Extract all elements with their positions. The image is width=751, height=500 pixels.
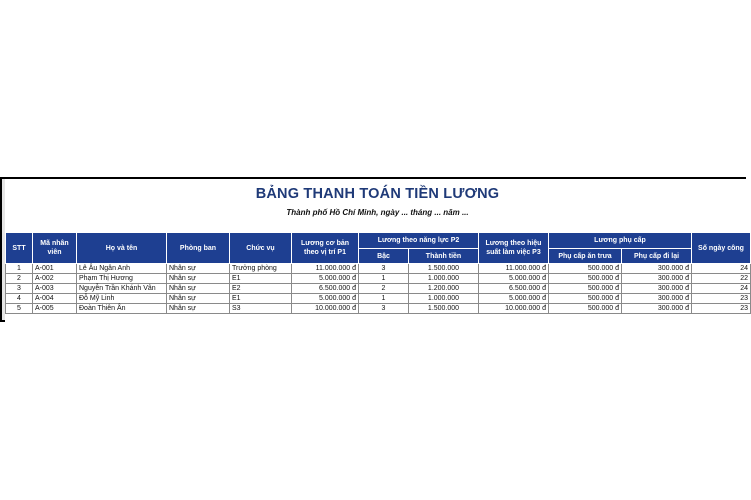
header-luong-p1: Lương cơ bản theo vị trí P1	[292, 233, 359, 264]
cell-stt[interactable]: 4	[6, 294, 33, 304]
cell-pc-an-trua[interactable]: 500.000 đ	[549, 294, 622, 304]
payroll-sheet	[5, 179, 750, 324]
cell-luong-p1[interactable]: 10.000.000 đ	[292, 304, 359, 314]
header-ma-nhan-vien: Mã nhân viên	[33, 233, 77, 264]
cell-stt[interactable]: 1	[6, 264, 33, 274]
cell-bac[interactable]: 3	[359, 304, 409, 314]
cell-luong-p1[interactable]: 6.500.000 đ	[292, 284, 359, 294]
cell-thanh-tien[interactable]: 1.000.000	[409, 274, 479, 284]
header-luong-p2: Lương theo năng lực P2	[359, 233, 479, 249]
cell-pc-di-lai[interactable]: 300.000 đ	[622, 274, 692, 284]
header-luong-p3: Lương theo hiệu suất làm việc P3	[479, 233, 549, 264]
cell-so-ngay-cong[interactable]: 23	[692, 294, 751, 304]
cell-chuc-vu[interactable]: S3	[230, 304, 292, 314]
header-pc-an-trua: Phụ cấp ăn trưa	[549, 249, 622, 264]
spreadsheet-frame	[0, 177, 746, 322]
cell-phong-ban[interactable]: Nhân sự	[167, 264, 230, 274]
cell-stt[interactable]: 5	[6, 304, 33, 314]
table-row	[6, 274, 751, 284]
table-row	[6, 304, 751, 314]
cell-bac[interactable]: 1	[359, 294, 409, 304]
cell-ho-ten[interactable]: Đoàn Thiên Ân	[77, 304, 167, 314]
cell-thanh-tien[interactable]: 1.500.000	[409, 304, 479, 314]
cell-ho-ten[interactable]: Đỗ Mỹ Linh	[77, 294, 167, 304]
cell-ho-ten[interactable]: Lê Âu Ngân Anh	[77, 264, 167, 274]
header-thanh-tien: Thành tiền	[409, 249, 479, 264]
cell-chuc-vu[interactable]: E1	[230, 274, 292, 284]
cell-luong-p3[interactable]: 5.000.000 đ	[479, 274, 549, 284]
cell-pc-an-trua[interactable]: 500.000 đ	[549, 274, 622, 284]
header-phu-cap: Lương phụ cấp	[549, 233, 692, 249]
cell-bac[interactable]: 2	[359, 284, 409, 294]
header-stt: STT	[6, 233, 33, 264]
cell-so-ngay-cong[interactable]: 23	[692, 304, 751, 314]
cell-thanh-tien[interactable]: 1.500.000	[409, 264, 479, 274]
cell-luong-p1[interactable]: 11.000.000 đ	[292, 264, 359, 274]
cell-luong-p3[interactable]: 6.500.000 đ	[479, 284, 549, 294]
cell-phong-ban[interactable]: Nhân sự	[167, 284, 230, 294]
cell-ma-nhan-vien[interactable]: A-002	[33, 274, 77, 284]
cell-pc-an-trua[interactable]: 500.000 đ	[549, 264, 622, 274]
cell-so-ngay-cong[interactable]: 24	[692, 264, 751, 274]
header-so-ngay-cong: Số ngày công	[692, 233, 751, 264]
cell-chuc-vu[interactable]: Trưởng phòng	[230, 264, 292, 274]
cell-bac[interactable]: 3	[359, 264, 409, 274]
cell-phong-ban[interactable]: Nhân sự	[167, 304, 230, 314]
table-row	[6, 294, 751, 304]
header-pc-di-lai: Phụ cấp đi lại	[622, 249, 692, 264]
cell-phong-ban[interactable]: Nhân sự	[167, 274, 230, 284]
cell-ho-ten[interactable]: Nguyễn Trần Khánh Vân	[77, 284, 167, 294]
cell-ho-ten[interactable]: Phạm Thị Hương	[77, 274, 167, 284]
cell-stt[interactable]: 2	[6, 274, 33, 284]
table-row	[6, 284, 751, 294]
cell-thanh-tien[interactable]: 1.200.000	[409, 284, 479, 294]
cell-ma-nhan-vien[interactable]: A-005	[33, 304, 77, 314]
sheet-title: BẢNG THANH TOÁN TIỀN LƯƠNG	[255, 186, 500, 202]
cell-chuc-vu[interactable]: E1	[230, 294, 292, 304]
table-row	[6, 264, 751, 274]
cell-luong-p3[interactable]: 5.000.000 đ	[479, 294, 549, 304]
cell-luong-p1[interactable]: 5.000.000 đ	[292, 294, 359, 304]
cell-pc-di-lai[interactable]: 300.000 đ	[622, 284, 692, 294]
cell-chuc-vu[interactable]: E2	[230, 284, 292, 294]
cell-so-ngay-cong[interactable]: 24	[692, 284, 751, 294]
cell-stt[interactable]: 3	[6, 284, 33, 294]
cell-luong-p1[interactable]: 5.000.000 đ	[292, 274, 359, 284]
cell-pc-di-lai[interactable]: 300.000 đ	[622, 294, 692, 304]
cell-luong-p3[interactable]: 11.000.000 đ	[479, 264, 549, 274]
cell-ma-nhan-vien[interactable]: A-004	[33, 294, 77, 304]
cell-ma-nhan-vien[interactable]: A-003	[33, 284, 77, 294]
cell-pc-di-lai[interactable]: 300.000 đ	[622, 304, 692, 314]
header-bac: Bậc	[359, 249, 409, 264]
header-ho-ten: Họ và tên	[77, 233, 167, 264]
cell-pc-an-trua[interactable]: 500.000 đ	[549, 304, 622, 314]
cell-pc-di-lai[interactable]: 300.000 đ	[622, 264, 692, 274]
payroll-table	[5, 232, 751, 314]
cell-phong-ban[interactable]: Nhân sự	[167, 294, 230, 304]
cell-so-ngay-cong[interactable]: 22	[692, 274, 751, 284]
cell-thanh-tien[interactable]: 1.000.000	[409, 294, 479, 304]
cell-luong-p3[interactable]: 10.000.000 đ	[479, 304, 549, 314]
header-phong-ban: Phòng ban	[167, 233, 230, 264]
sheet-subtitle: Thành phố Hồ Chí Minh, ngày ... tháng ... năm ...	[286, 208, 469, 217]
cell-pc-an-trua[interactable]: 500.000 đ	[549, 284, 622, 294]
cell-ma-nhan-vien[interactable]: A-001	[33, 264, 77, 274]
cell-bac[interactable]: 1	[359, 274, 409, 284]
header-chuc-vu: Chức vụ	[230, 233, 292, 264]
